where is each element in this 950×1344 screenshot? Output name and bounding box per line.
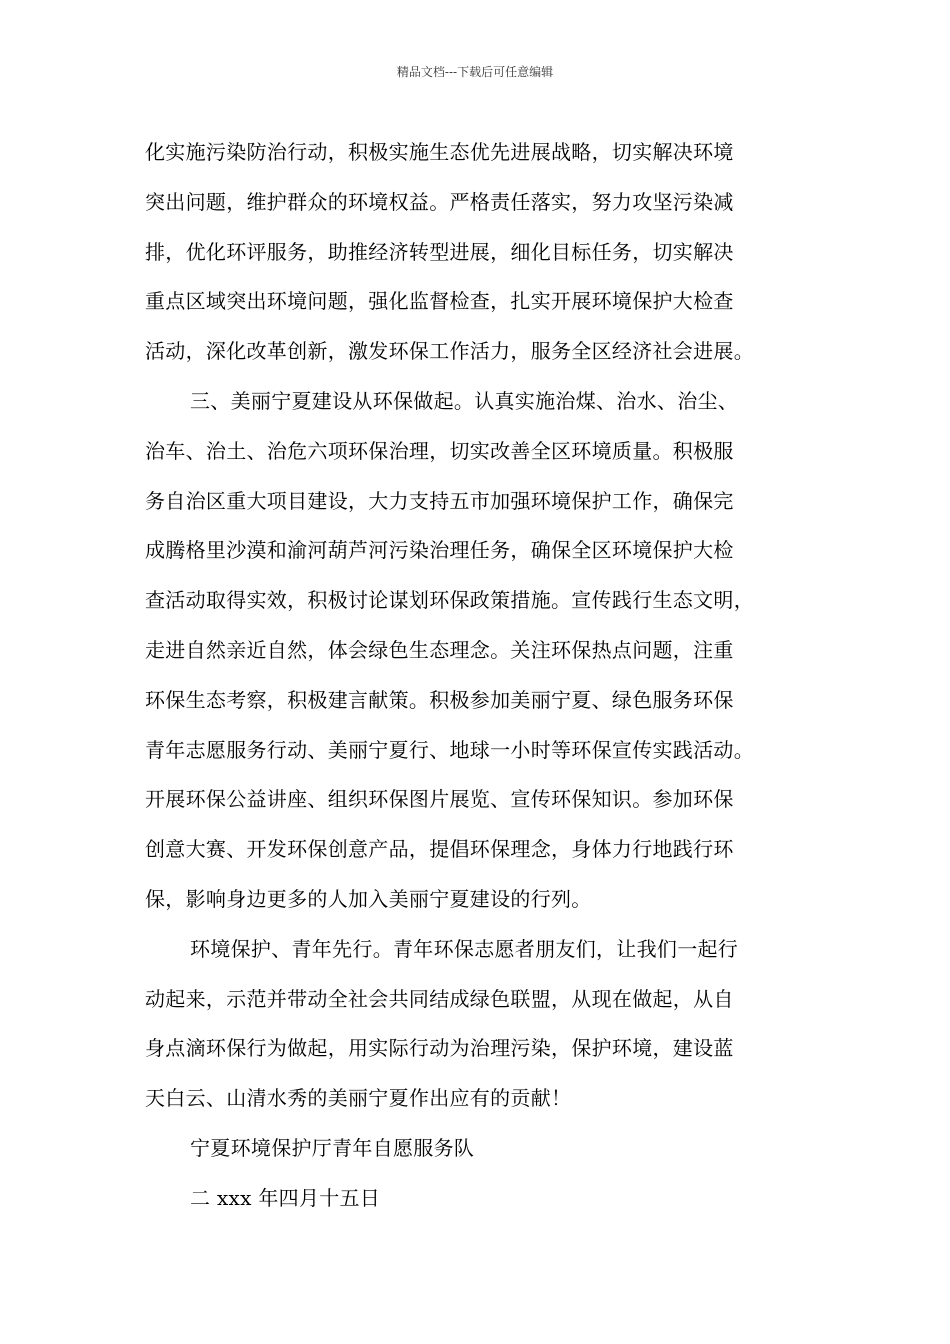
paragraph-start-line: 环境保护、青年先行。青年环保志愿者朋友们，让我们一起行 (190, 936, 739, 961)
page-header: 精品文档---下载后可任意编辑 (396, 65, 554, 79)
signature-date: 二 xxx 年四月十五日 (190, 1185, 381, 1210)
text-line: 排，优化环评服务，助推经济转型进展，细化目标任务，切实解决 (145, 239, 734, 264)
text-line: 天白云、山清水秀的美丽宁夏作出应有的贡献！ (145, 1086, 572, 1111)
text-line: 开展环保公益讲座、组织环保图片展览、宣传环保知识。参加环保 (145, 787, 734, 812)
text-line: 务自治区重大项目建设，大力支持五市加强环境保护工作，确保完 (145, 488, 734, 513)
text-line: 重点区域突出环境问题，强化监督检查，扎实开展环境保护大检查 (145, 289, 734, 314)
text-line: 查活动取得实效，积极讨论谋划环保政策措施。宣传践行生态文明， (145, 588, 754, 613)
text-line: 走进自然亲近自然，体会绿色生态理念。关注环保热点问题，注重 (145, 637, 734, 662)
text-line: 突出问题，维护群众的环境权益。严格责任落实，努力攻坚污染减 (145, 189, 734, 214)
paragraph-start-line: 三、美丽宁夏建设从环保做起。认真实施治煤、治水、治尘、 (190, 388, 739, 413)
text-line: 保，影响身边更多的人加入美丽宁夏建设的行列。 (145, 886, 592, 911)
text-line: 环保生态考察，积极建言献策。积极参加美丽宁夏、绿色服务环保 (145, 687, 734, 712)
text-line: 化实施污染防治行动，积极实施生态优先进展战略，切实解决环境 (145, 140, 734, 164)
signature-organization: 宁夏环境保护厅青年自愿服务队 (190, 1135, 475, 1160)
text-line: 创意大赛、开发环保创意产品，提倡环保理念，身体力行地践行环 (145, 837, 734, 862)
text-line: 活动，深化改革创新，激发环保工作活力，服务全区经济社会进展。 (145, 339, 754, 364)
text-line: 治车、治土、治危六项环保治理，切实改善全区环境质量。积极服 (145, 438, 734, 463)
document-body (145, 128, 815, 1224)
text-line: 动起来，示范并带动全社会共同结成绿色联盟，从现在做起，从自 (145, 986, 734, 1011)
text-line: 身点滴环保行为做起，用实际行动为治理污染，保护环境，建设蓝 (145, 1036, 734, 1061)
text-line: 青年志愿服务行动、美丽宁夏行、地球一小时等环保宣传实践活动。 (145, 737, 754, 762)
text-line: 成腾格里沙漠和渝河葫芦河污染治理任务，确保全区环境保护大检 (145, 538, 734, 563)
